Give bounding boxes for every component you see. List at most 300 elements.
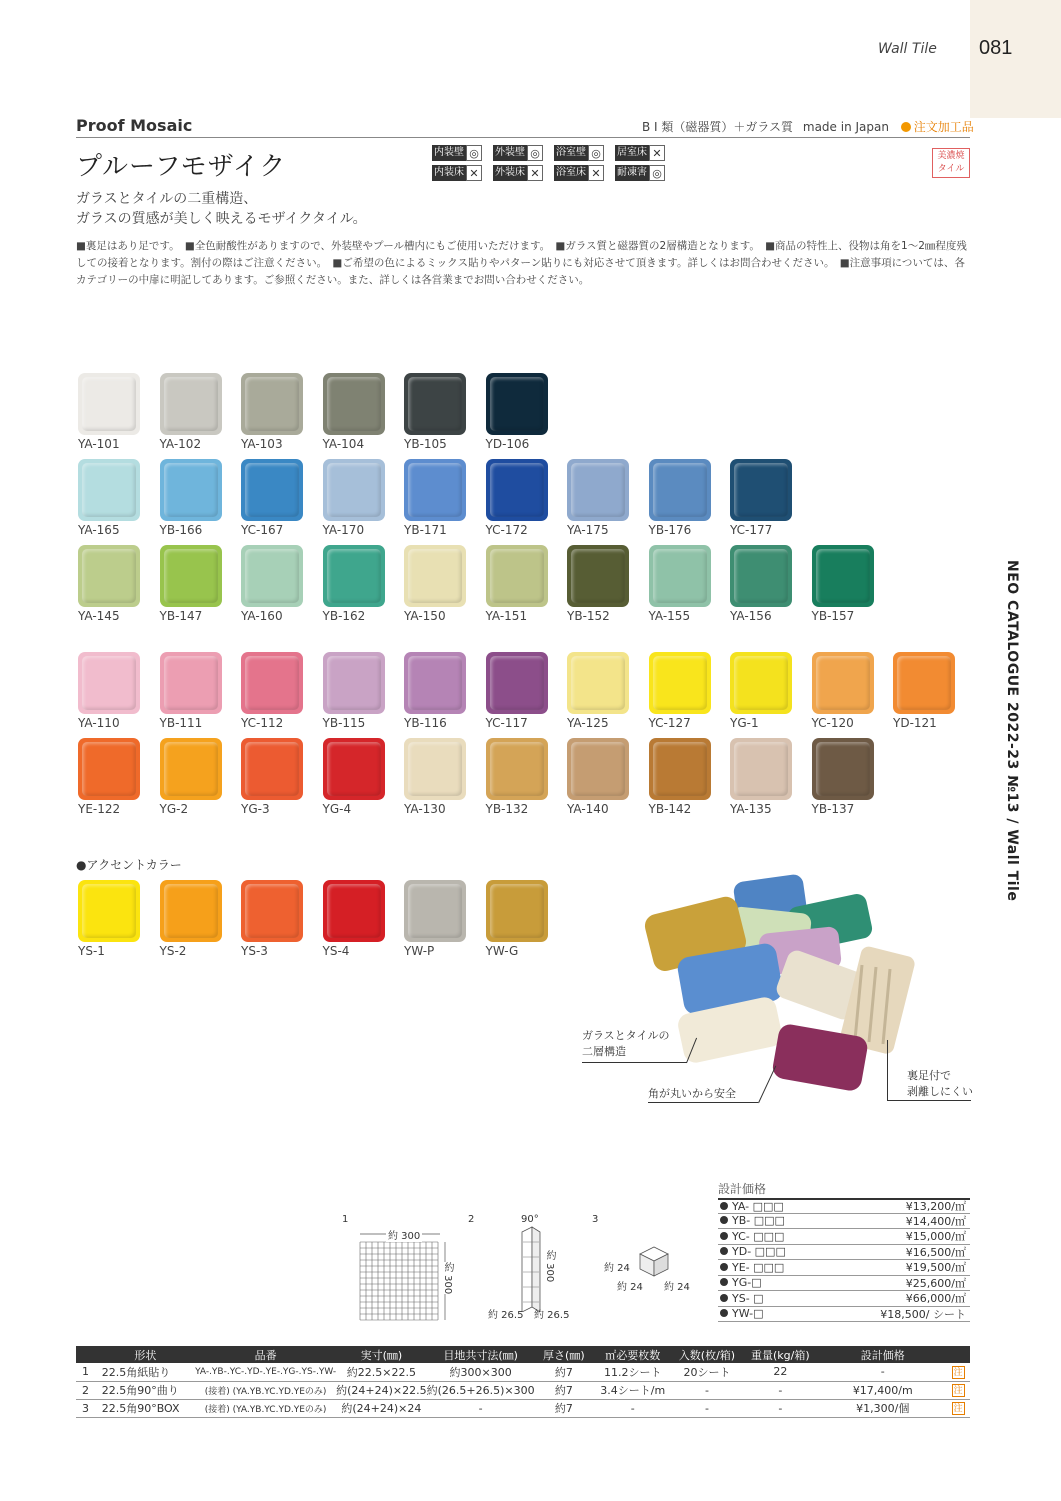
bullet-icon (720, 1216, 728, 1224)
tile-swatch (567, 652, 631, 730)
tile-color-chip (404, 459, 466, 521)
tile-swatch (649, 545, 713, 623)
spec-cell: YA-.YB-.YC-.YD-.YE-.YG-.YS-.YW- (195, 1363, 336, 1381)
diagram-2-side-b: 約 26.5 (534, 1310, 570, 1321)
price-title: 設計価格 (718, 1182, 767, 1196)
tile-code: YC-172 (485, 523, 528, 537)
tile-swatch (567, 545, 631, 623)
tile-color-chip (404, 373, 466, 435)
usage-mark-icon: ◎ (527, 145, 543, 161)
callout-structure (582, 1028, 669, 1060)
tile-swatch (323, 545, 387, 623)
tile-color-chip (567, 545, 629, 607)
price-row (718, 1198, 970, 1214)
tile-code: YB-142 (648, 802, 692, 816)
usage-label: 居室床 (615, 145, 649, 161)
tile-swatch (730, 738, 794, 816)
spec-cell: 約7 (535, 1363, 593, 1381)
price-code-text: YW-□ (732, 1307, 764, 1321)
spec-header-cell: 実寸(㎜) (336, 1346, 427, 1363)
tile-code: YE-122 (78, 802, 121, 816)
price-value: ¥25,600/㎡ (905, 1276, 966, 1290)
page-number: 081 (979, 37, 1013, 59)
side-catalogue-title: NEO CATALOGUE 2022-23 №13 / Wall Tile (1004, 560, 1020, 902)
tile-swatch (893, 652, 957, 730)
tile-code: YA-165 (78, 523, 120, 537)
spec-cell: 22.5角90°曲り (96, 1381, 195, 1399)
price-code (718, 1307, 880, 1320)
tile-swatch (486, 373, 550, 451)
tile-code: YA-151 (485, 609, 528, 623)
tile-code: YW-G (485, 944, 519, 958)
price-code (718, 1276, 906, 1289)
tile-code: YA-104 (322, 437, 365, 451)
tile-code: YS-3 (241, 944, 268, 958)
tile-color-chip (649, 545, 711, 607)
spec-cell: 約(24+24)×24 (336, 1399, 427, 1417)
spec-cell: 3.4シート/m (593, 1381, 672, 1399)
spec-cell: 約7 (535, 1399, 593, 1417)
tile-code: YA-125 (567, 716, 609, 730)
tile-swatch (404, 652, 468, 730)
price-code (718, 1261, 906, 1274)
price-value: ¥16,500/㎡ (905, 1245, 966, 1259)
order-mark-cell (946, 1363, 970, 1381)
tile-color-chip (649, 738, 711, 800)
spec-cell: 約(24+24)×22.5 (336, 1381, 427, 1399)
tile-swatch (649, 652, 713, 730)
spec-cell: 約22.5×22.5 (336, 1363, 427, 1381)
tile-color-chip (160, 652, 222, 714)
callout-backfoot-line-1: 裏足付で (907, 1069, 951, 1082)
tile-code: YA-155 (648, 609, 691, 623)
tile-color-chip (78, 373, 140, 435)
tile-swatch (730, 652, 794, 730)
tile-swatch (323, 738, 387, 816)
bullet-icon (720, 1309, 728, 1317)
tile-code: YG-1 (730, 716, 759, 730)
diagram-2-height: 約 300 (544, 1250, 555, 1283)
spec-cell: 22.5角紙貼り (96, 1363, 195, 1381)
tile-code: YA-145 (78, 609, 120, 623)
tile-color-chip (241, 652, 303, 714)
tile-code: YA-170 (322, 523, 365, 537)
usage-label: 内装床 (432, 165, 466, 181)
tile-swatch (241, 545, 305, 623)
tile-color-chip (78, 652, 140, 714)
price-code-text: YS- □ (732, 1291, 764, 1305)
spec-header-cell: 厚さ(㎜) (535, 1346, 593, 1363)
usage-item (493, 145, 551, 161)
diagram-1-width: 約 300 (386, 1227, 422, 1242)
tile-color-chip (78, 545, 140, 607)
tile-code: YG-3 (241, 802, 270, 816)
tile-code: YA-156 (730, 609, 772, 623)
tile-color-chip (78, 880, 140, 942)
tile-color-chip (567, 459, 629, 521)
usage-item (554, 145, 612, 161)
tile-code: YA-135 (730, 802, 772, 816)
tile-color-chip (160, 373, 222, 435)
tile-swatch (812, 738, 876, 816)
tile-color-chip (730, 545, 792, 607)
tile-code: YB-176 (648, 523, 692, 537)
usage-mark-icon: ◎ (588, 145, 604, 161)
usage-label: 外装壁 (493, 145, 527, 161)
tile-color-chip (323, 652, 385, 714)
tile-color-chip (78, 738, 140, 800)
made-in-text: made in Japan (802, 120, 889, 134)
spec-cell: - (819, 1363, 946, 1381)
tile-code: YA-130 (404, 802, 446, 816)
tile-swatch (567, 738, 631, 816)
tile-swatch (649, 738, 713, 816)
spec-cell: 1 (76, 1363, 96, 1381)
callout-backfoot (907, 1068, 973, 1100)
spec-cell: 約300×300 (427, 1363, 535, 1381)
usage-mark-icon: ◎ (466, 145, 482, 161)
callout-line (648, 1102, 758, 1103)
section-title-en: Proof Mosaic (76, 116, 193, 135)
spec-table (76, 1346, 970, 1418)
spec-header-cell: 重量(kg/箱) (742, 1346, 820, 1363)
usage-label: 内装壁 (432, 145, 466, 161)
tile-code: YA-150 (404, 609, 446, 623)
price-row (718, 1229, 970, 1245)
spec-cell: - (672, 1399, 741, 1417)
tile-code: YC-117 (485, 716, 528, 730)
tagline-line-2: ガラスの質感が美しく映えるモザイクタイル。 (76, 211, 367, 227)
tile-swatch (241, 459, 305, 537)
diagram-3-number: 3 (592, 1214, 599, 1225)
order-mark-icon: 注 (953, 1386, 963, 1396)
price-value: ¥14,400/㎡ (905, 1214, 966, 1228)
spec-cell: 22 (742, 1363, 820, 1381)
tile-code: YS-1 (78, 944, 105, 958)
tile-swatch (486, 880, 550, 958)
price-row (718, 1214, 970, 1230)
callout-line (582, 1062, 687, 1063)
price-row (718, 1291, 970, 1307)
tile-swatch (404, 545, 468, 623)
order-dot-icon (901, 122, 911, 132)
usage-item (615, 165, 673, 181)
spec-cell: 22.5角90°BOX (96, 1399, 195, 1417)
price-row (718, 1260, 970, 1276)
tile-code: YC-167 (241, 523, 284, 537)
diagram-1-height: 約 300 (442, 1262, 453, 1295)
tile-code: YB-152 (567, 609, 610, 623)
tile-swatch (78, 545, 142, 623)
spec-cell: - (427, 1399, 535, 1417)
tile-color-chip (486, 373, 548, 435)
tile-color-chip (404, 545, 466, 607)
tile-swatch (567, 459, 631, 537)
tile-color-chip (486, 545, 548, 607)
tile-color-chip (649, 459, 711, 521)
price-table (718, 1198, 970, 1322)
tile-swatch (404, 459, 468, 537)
tile-swatch (486, 459, 550, 537)
spec-cell: ¥17,400/m (819, 1381, 946, 1399)
tile-code: YW-P (404, 944, 435, 958)
tile-color-chip (160, 880, 222, 942)
tile-swatch (241, 652, 305, 730)
tile-swatch (241, 373, 305, 451)
class-text: B I 類（磁器質）＋ガラス質 (642, 120, 794, 134)
order-mark-icon: 注 (953, 1367, 963, 1378)
tile-color-chip (323, 459, 385, 521)
tile-color-chip (323, 545, 385, 607)
tile-color-chip (323, 373, 385, 435)
tile-swatch (812, 545, 876, 623)
price-code-text: YA- □□□ (732, 1199, 784, 1213)
tile-pile-illustration (642, 873, 916, 1092)
spec-row (76, 1381, 970, 1399)
tile-code: YA-140 (567, 802, 609, 816)
tile-swatch (160, 545, 224, 623)
tile-color-chip (893, 652, 955, 714)
spec-cell: (接着) (YA.YB.YC.YD.YEのみ) (195, 1381, 336, 1399)
notes: ■裏足はあり足です。 ■全色耐酸性がありますので、外装壁やプール槽内にもご使用いただけます。 ■ガラス質と磁器質の2層構造となります。 ■商品の特性上、役物は角を1～2㎜程度残しての接着となります。割付の際はご注意ください。 ■ご希望の色によるミックス貼りやパターン貼りにも対応させて頂きます。詳しくはお問合わせください。 ■注意事項については、各カテゴリーの中扉に明記してあります。ご参照ください。また、詳しくは各営業までお問い合わせください。 (76, 240, 967, 286)
usage-label: 外装床 (493, 165, 527, 181)
usage-mark-icon: ✕ (466, 165, 482, 181)
price-code-text: YD- □□□ (732, 1245, 786, 1259)
tagline (76, 189, 367, 229)
tile-color-chip (160, 545, 222, 607)
tile-swatch (486, 545, 550, 623)
spec-cell: 20シート (672, 1363, 741, 1381)
tile-code: YB-132 (485, 802, 529, 816)
callout-structure-line-1: ガラスとタイルの (582, 1029, 670, 1042)
price-row (718, 1245, 970, 1261)
tile-color-chip (812, 652, 874, 714)
tile-swatch (160, 652, 224, 730)
tile-code: YB-137 (811, 802, 855, 816)
spec-cell: 2 (76, 1381, 96, 1399)
spec-header-row (76, 1346, 970, 1363)
product-title: プルーフモザイク (76, 152, 287, 182)
price-row (718, 1307, 970, 1323)
order-mark-icon: 注 (953, 1404, 963, 1414)
spec-cell: 約(26.5+26.5)×300 (427, 1381, 535, 1399)
spec-cell: - (672, 1381, 741, 1399)
tile-swatch (241, 880, 305, 958)
bullet-icon (720, 1278, 728, 1286)
spec-header-cell: 品番 (195, 1346, 336, 1363)
tile-swatch (730, 545, 794, 623)
tile-color-chip (486, 738, 548, 800)
price-code (718, 1245, 906, 1258)
tile-swatch (78, 738, 142, 816)
diagram-corner (510, 1222, 570, 1312)
price-code (718, 1200, 906, 1213)
spec-cell: 11.2シート (593, 1363, 672, 1381)
tile-swatch (812, 652, 876, 730)
tile-swatch (730, 459, 794, 537)
tile-code: YB-116 (404, 716, 447, 730)
diagram-3-height: 約 24 (604, 1263, 630, 1274)
tile-color-chip (730, 459, 792, 521)
callout-line (887, 1040, 888, 1100)
tile-code: YB-166 (159, 523, 203, 537)
tile-swatch (404, 880, 468, 958)
diagram-2-side-a: 約 26.5 (488, 1310, 524, 1321)
tile-swatch (486, 738, 550, 816)
tagline-line-1: ガラスとタイルの二重構造、 (76, 191, 258, 207)
tile-code: YB-171 (404, 523, 447, 537)
tile-color-chip (404, 880, 466, 942)
usage-mark-icon: ✕ (588, 165, 604, 181)
diagram-2-angle: 90° (521, 1214, 539, 1225)
tile-swatch (323, 373, 387, 451)
tile-color-chip (404, 652, 466, 714)
tile-swatch (78, 652, 142, 730)
usage-item (432, 145, 490, 161)
price-code (718, 1214, 906, 1227)
tile-color-chip (812, 738, 874, 800)
tile-swatch (78, 373, 142, 451)
spec-cell: - (742, 1381, 820, 1399)
price-code-text: YC- □□□ (732, 1229, 785, 1243)
tile-color-chip (730, 652, 792, 714)
order-mark-cell (946, 1381, 970, 1399)
price-value: ¥15,000/㎡ (905, 1230, 966, 1244)
usage-label: 浴室床 (554, 165, 588, 181)
bullet-icon (720, 1232, 728, 1240)
tile-code: YA-101 (78, 437, 120, 451)
tile-code: YB-115 (322, 716, 366, 730)
spec-header-cell: ㎡必要枚数 (593, 1346, 672, 1363)
spec-row (76, 1399, 970, 1417)
price-value: ¥18,500/ シート (880, 1307, 966, 1321)
usage-label: 耐凍害 (615, 165, 649, 181)
bullet-icon (720, 1294, 728, 1302)
tile-color-chip (404, 738, 466, 800)
tile-color-chip (78, 459, 140, 521)
tile-code: YA-175 (567, 523, 609, 537)
tile-swatch (78, 459, 142, 537)
tile-color-chip (323, 880, 385, 942)
tile-color-chip (812, 545, 874, 607)
tile-swatch (241, 738, 305, 816)
tile-swatch (160, 373, 224, 451)
tile-swatch (404, 373, 468, 451)
price-code-text: YE- □□□ (732, 1260, 785, 1274)
tile-code: YC-127 (648, 716, 691, 730)
tile-color-chip (486, 459, 548, 521)
price-value: ¥19,500/㎡ (905, 1261, 966, 1275)
tile-color-chip (567, 738, 629, 800)
bullet-icon (720, 1263, 728, 1271)
tile-code: YA-103 (241, 437, 283, 451)
tile-color-chip (241, 738, 303, 800)
spec-header-cell: 設計価格 (819, 1346, 946, 1363)
diagram-3-side-a: 約 24 (617, 1282, 643, 1293)
material-class (642, 118, 974, 135)
usage-item (432, 165, 490, 181)
price-code (718, 1230, 906, 1243)
tile-swatch (160, 738, 224, 816)
usage-mark-icon: ✕ (527, 165, 543, 181)
bullet-icon (720, 1202, 728, 1210)
spec-cell: (接着) (YA.YB.YC.YD.YEのみ) (195, 1399, 336, 1417)
diagram-box (636, 1244, 672, 1280)
tile-code: YC-120 (811, 716, 854, 730)
callout-line (887, 1100, 971, 1101)
tile-code: YB-157 (811, 609, 855, 623)
tile-color-chip (730, 738, 792, 800)
callout-structure-line-2: 二層構造 (582, 1045, 626, 1058)
price-value: ¥66,000/㎡ (905, 1292, 966, 1306)
tile-code: YG-2 (159, 802, 189, 816)
bullet-icon (720, 1247, 728, 1255)
tile-color-chip (323, 738, 385, 800)
tile-code: YB-105 (404, 437, 447, 451)
spec-cell: 3 (76, 1399, 96, 1417)
tile-code: YD-106 (485, 437, 530, 451)
tile-color-chip (160, 459, 222, 521)
accent-title: ●アクセントカラー (76, 858, 182, 872)
tile-code: YD-121 (893, 716, 937, 730)
diagram-3-side-b: 約 24 (664, 1282, 690, 1293)
tile-color-chip (241, 459, 303, 521)
tile-color-chip (649, 652, 711, 714)
tile-code: YB-162 (322, 609, 366, 623)
price-code (718, 1292, 906, 1305)
usage-grid (432, 145, 673, 181)
spec-cell: - (742, 1399, 820, 1417)
spec-cell: 約7 (535, 1381, 593, 1399)
diagram-2-number: 2 (468, 1214, 475, 1225)
order-mark-cell (946, 1399, 970, 1417)
diagram-1-number: 1 (342, 1214, 349, 1225)
tile-color-chip (160, 738, 222, 800)
tile-code: YA-160 (241, 609, 283, 623)
price-row (718, 1276, 970, 1292)
tile-swatch (649, 459, 713, 537)
tile-swatch (486, 652, 550, 730)
spec-cell: - (593, 1399, 672, 1417)
tile-color-chip (241, 373, 303, 435)
tile-code: YS-2 (159, 944, 187, 958)
price-code-text: YG-□ (732, 1276, 762, 1290)
tile-color-chip (567, 652, 629, 714)
tile-swatch (323, 652, 387, 730)
usage-mark-icon: ✕ (649, 145, 665, 161)
tile-color-chip (486, 652, 548, 714)
usage-item (493, 165, 551, 181)
tile-color-chip (241, 880, 303, 942)
tile-code: YA-102 (159, 437, 202, 451)
header-category: Wall Tile (878, 41, 937, 57)
tile-swatch (160, 459, 224, 537)
usage-item (554, 165, 612, 181)
spec-cell: ¥1,300/個 (819, 1399, 946, 1417)
spec-header-cell: 形状 (96, 1346, 195, 1363)
title-divider (76, 137, 970, 138)
tile-code: YB-147 (159, 609, 203, 623)
tile-code: YA-110 (78, 716, 120, 730)
tile-swatch (160, 880, 224, 958)
tile-swatch (323, 880, 387, 958)
order-text: 注文加工品 (913, 120, 974, 134)
usage-mark-icon: ◎ (649, 165, 665, 181)
tile-code: YC-177 (730, 523, 773, 537)
usage-label: 浴室壁 (554, 145, 588, 161)
tile-code: YG-4 (322, 802, 352, 816)
spec-header-cell: 入数(枚/箱) (672, 1346, 741, 1363)
